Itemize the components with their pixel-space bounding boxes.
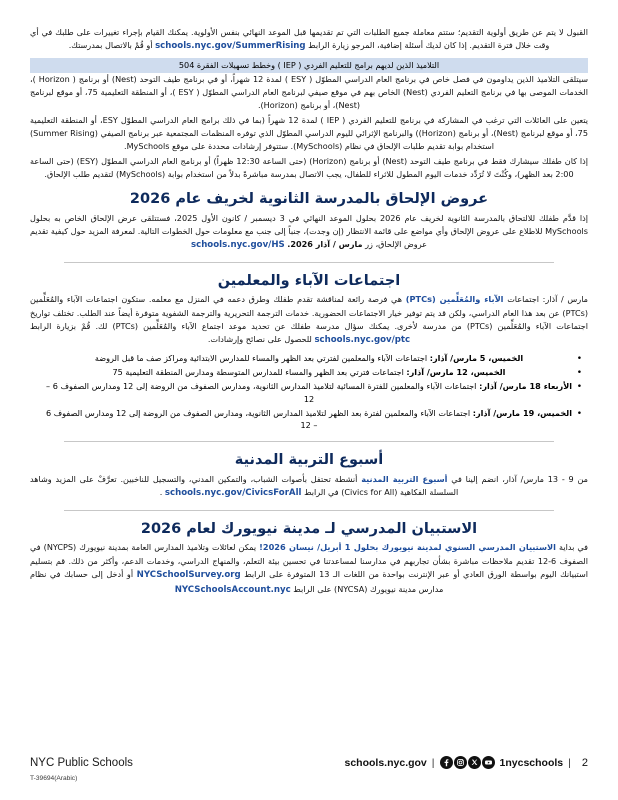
footer-brand: NYC Public Schools — [30, 756, 133, 769]
civics-text-tail: . — [159, 487, 163, 498]
divider — [64, 510, 554, 511]
ptc-link[interactable]: schools.nyc.gov/ptc — [314, 334, 411, 345]
school-survey-heading: الاستبيان المدرسي لـ مدينة نيويورك لعام 2026 — [140, 521, 478, 537]
footer-contact — [345, 756, 589, 769]
ptc-text-b: هي فرصة رائعة لمناقشة تقدم طفلك وطرق دعمه في المنزل مع معلمه. ستكون اجتماعات الآباء والمُعَلِّمين (PTCs) عن بعد هذا العام الدراسي، ولكن قد يتم توفير خيار الاجتماعات الحضورية. خدمات الترجمة التحريرية والترجمة الشفوية متوفرة أيضاً عند الطلب. تختلف تواريخ اجتماعات الآباء والمُعَلِّمين (PTCs) من مدرسة لأخرى. يمكنك سؤال مدرسة طفلك عن تحديد موعد اجتماع الآباء والمُعَلِّمين (PTCs) لك. قُمْ بزيارة الرابط — [30, 294, 588, 331]
footer-website[interactable]: schools.nyc.gov — [344, 756, 427, 769]
ptc-bold-term: الآباء والمُعَلِّمين (PTCs) — [405, 294, 504, 305]
ptc-text-a: مارس / آذار: اجتماعات — [507, 294, 589, 305]
ptc-text-tail: للحصول على نصائح وإرشادات. — [207, 333, 312, 344]
high-school-offers-heading: عروض الإلحاق بالمدرسة الثانوية لخريف عام 2026 — [129, 191, 489, 208]
civics-text-a: من 9 - 13 مارس/ آذار، انضم إلينا في — [451, 473, 588, 484]
divider — [64, 262, 554, 263]
iep-paragraph-3: إذا كان طفلك سيشارك فقط في برنامج طيف التوحد (Nest) أو برنامج (Horizon) (حتى الساعة 12:30 ظهراً) أو برنامج العام الدراسي المطوّل (ESY) (حتى الساعة 2:00 بعد الظهر)، وكُنْتَ لا تُرَدِّد خدمات اليوم المطول للاثراء للطفال، يجب الاتصال بمدرسة مباشرةً بدلاً من استخدام بوابة (MySchools) لتقديم طلب الإلحاق. — [30, 156, 588, 180]
civics-link[interactable]: schools.nyc.gov/CivicsForAll — [164, 488, 302, 499]
summer-rising-link[interactable]: schools.nyc.gov/SummerRising — [155, 41, 306, 52]
high-school-text: إذا قدَّم طفلك للالتحاق بالمدرسة الثانوية لخريف عام 2026 بحلول الموعد النهائي في 3 ديسمبر / كانون الأول 2025، فستتلقى عرض الإلحاق الخاص به بحلول MySchools للاطلاع على عروض الإلحاق وأي مواضع على قائمة الانتظار (إن وجدت)، جنباً إلى جنب مع معلومات حول الخطوات التالية. لمعرفة المزيد حول كيفية تقديم عروض الإلحاق، زر — [30, 212, 588, 250]
youtube-icon[interactable] — [482, 756, 495, 769]
ptc-heading: اجتماعات الآباء والمعلمين — [217, 272, 401, 289]
iep-paragraph-2: يتعين على العائلات التي ترغب في المشاركة في برنامج للتعليم الفردي ( IEP ) لمدة 12 شهراً (بما في ذلك برامج العام الدراسي المطوّل ESY، أو المنطقة التعليمية 75، أو موقع لبرنامج (Nest)، أو برنامج (Horizon)) والبرنامج الإثرائي لليوم الدراسي المطوّل الذي توفره المنظمات المجتمعية عبر برنامج الصيفي (Summer Rising) استخدام بوابة تقديم طلبات الإلحاق في نظام (MySchools). ستتوفر إرشادات محددة على موقع MySchools. — [30, 114, 589, 152]
nycsa-link[interactable]: NYCSchoolsAccount.nyc — [174, 584, 291, 595]
divider — [64, 441, 554, 442]
civics-bold-term: أسبوع التربية المدنية — [361, 473, 448, 484]
list-item — [36, 352, 582, 365]
page-number: 2 — [581, 756, 588, 769]
footer-row — [30, 756, 588, 769]
ptc-date: الخميس، 12 مارس/ آذار: — [406, 366, 506, 377]
summer-rising-text: القبول لا يتم عن طريق أولوية التقديم؛ ستتم معاملة جميع الطلبات التي تم تقديمها قبل الموعد النهائي بنفس الأولوية. يمكنك القيام بإجراء تغييرات على طلبك في أي وقت خلال فترة التقديم. إذا كان لديك أسئلة إضافية، المرجو زيارة الرابط — [30, 27, 588, 51]
civics-week-heading: أسبوع التربية المدنية — [234, 452, 384, 469]
page-footer — [0, 756, 618, 782]
ptc-date-desc: اجتماعات الآباء والمعلمين للفترة المسائية لتلاميذ المدارس الثانوية، ومدارس الصفوف من الروضة إلى 12 ومدارس الصفوف 6 – 12 — [46, 380, 477, 404]
iep-paragraph-1: سيتلقى التلاميذ الذين يداومون في فصل خاص في برنامج العام الدراسي المطوّل ( ESY ) لمدة 12 شهراً، أو في برنامج طيف التوحد (Nest) أو برنامج ( Horizon )، الخدمات الموصى بها في برنامج التعليم الفردي (Nest) الخاص بهم في موقع صيفي لبرنامج العام الدراسي المطوّل ( ESY )، أو المنطقة التعليمية 75، أو موقع لبرنامج (Nest)، أو برنامج (Horizon). — [30, 73, 589, 110]
ptc-paragraph — [30, 293, 588, 347]
iep-highlight-line: التلاميذ الذين لديهم برامج للتعليم الفردي ( IEP ) وخطط تسهيلات الفقرة 504 — [30, 58, 588, 73]
footer-separator-2: | — [568, 756, 571, 769]
summer-rising-text-tail: أو قُمْ بالاتصال بمدرستك. — [68, 40, 153, 51]
social-links — [440, 756, 495, 769]
civics-text-b: أنشطة تحتفل بأصوات الشباب، والتمكين المدني، والتسجيل للناخبين. تعرَّفْ على المزيد وشاهد السلسلة الفكاهية (Civics for All) في الرابط — [30, 473, 459, 498]
survey-text-b: يمكن لعائلات وتلاميذ المدارس العامة بمدينة نيويورك (NYCPS) في الصفوف 6-12 تقديم ملاحظات مباشرة بشأن تجاربهم في مدارسنا لمساعدتنا في تحسين بيئة التعلم، والمنهاج الدراسي، وخدمات الدعم، وأكثر من ذلك. قم بتسليم استبيانك اليوم بواسطة الورق العادي أو عبر الإنترنت بواحدة من اللغات الـ 13 المتوفرة على الرابط — [30, 542, 588, 579]
ptc-date: الأربعاء 18 مارس/ آذار: — [479, 380, 573, 391]
survey-link[interactable]: NYCSchoolSurvey.org — [136, 569, 241, 580]
ptc-date-desc: اجتماعات الآباء والمعلمين لفترة بعد الظهر لتلاميذ المدارس الثانوية، ومدارس الصفوف من الروضة إلى 12 ومدارس الصفوف 6 – 12 — [46, 407, 471, 431]
ptc-dates-list — [36, 352, 582, 433]
school-survey-paragraph — [30, 541, 588, 597]
high-school-offers-paragraph — [30, 212, 588, 253]
footer-separator-1: | — [431, 756, 435, 769]
list-item — [36, 407, 582, 433]
ptc-date-desc: اجتماعات فترتي بعد الظهر والمساء للمدارس المتوسطة ومدارس المنطقة التعليمية 75 — [112, 366, 404, 377]
summer-rising-paragraph — [30, 26, 588, 54]
facebook-icon[interactable] — [440, 756, 453, 769]
ptc-date-desc: اجتماعات الآباء والمعلمين لفترتي بعد الظهر والمساء للمدارس الابتدائية ومراكز صف ما قبل الروضة — [94, 352, 428, 363]
x-twitter-icon[interactable] — [468, 756, 481, 769]
instagram-icon[interactable] — [454, 756, 467, 769]
survey-bold-term: الاستبيان المدرسي السنوي لمدينة نيويورك بحلول 1 أبريل/ نيسان 2026! — [259, 542, 556, 553]
high-school-date: مارس / آذار 2026. — [287, 239, 363, 250]
ptc-date: الخميس، 19 مارس/ آذار: — [472, 407, 572, 418]
survey-text-c: أو أدخل إلى حسابك في نظام مدارس مدينة نيويورك (NYCSA) على الرابط — [30, 568, 444, 594]
list-item — [36, 380, 582, 406]
footer-handle[interactable]: 1nycschools — [499, 756, 564, 769]
ptc-date: الخميس، 5 مارس/ آذار: — [429, 352, 524, 363]
document-code: T-39694(Arabic) — [30, 775, 78, 782]
list-item — [36, 366, 582, 379]
survey-text-a: في بداية — [559, 542, 588, 553]
civics-week-paragraph — [30, 473, 588, 501]
high-school-link[interactable]: schools.nyc.gov/HS — [190, 240, 285, 251]
